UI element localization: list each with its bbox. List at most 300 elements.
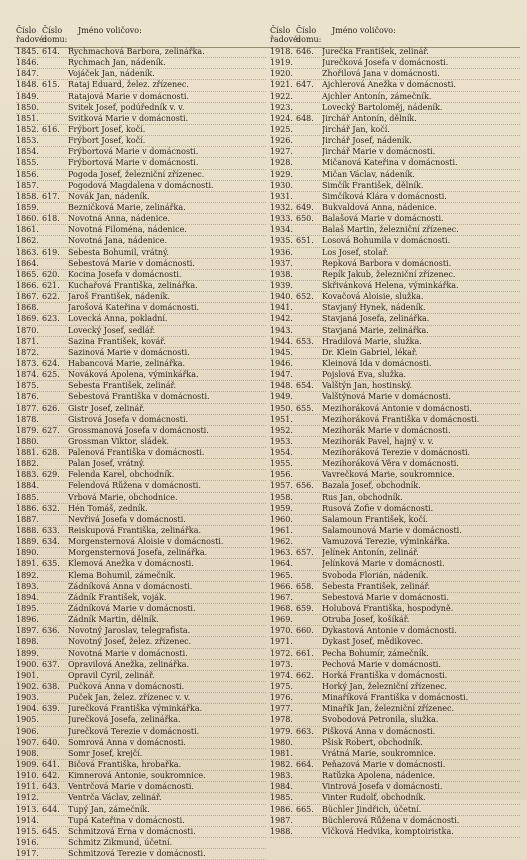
house-number: 654. [296,381,314,391]
house-number: 652. [296,292,314,302]
voter-name: Jaroš František, nádeník. [68,292,170,302]
voter-list-right [270,26,520,838]
voter-name: Schmitzová Terezie v domácnosti. [68,849,206,859]
voter-number: 1948. [270,381,293,391]
voter-number: 1876. [16,392,39,402]
voter-number: 1847. [16,69,39,79]
voter-number: 1945. [270,347,293,357]
header-jmeno: Jméno voličovo: [78,26,142,35]
voter-name: Frýbortová Marie v domácnosti. [68,147,199,157]
header-cislo-domu: Číslo domu: [296,26,322,44]
voter-number: 1873. [16,358,39,368]
house-number: 655. [296,403,314,413]
voter-row [16,504,266,515]
voter-number: 1903. [16,693,39,703]
voter-row [270,615,520,626]
voter-name: Jurečková Josefa v domácnosti. [322,58,449,68]
voter-number: 1973. [270,659,293,669]
voter-name: Salamoun František, kočí. [322,514,428,524]
house-number: 620. [42,269,60,279]
voter-name: Salamounová Marie v domácnosti. [322,526,462,536]
voter-row [270,225,520,236]
house-number: 632. [42,503,60,513]
voter-row [270,481,520,492]
voter-row [16,448,266,459]
voter-name: Pučková Anna v domácnosti. [68,682,185,692]
voter-row [270,337,520,348]
voter-name: Mezihoráková Terezie v domácnosti. [322,448,471,458]
voter-name: Vavrečková Marie, soukromnice. [322,470,455,480]
house-number: 625. [42,370,60,380]
house-number: 618. [42,214,60,224]
voter-row [16,303,266,314]
voter-row [270,125,520,136]
voter-name: Opravilová Anežka, zelinářka. [68,659,190,669]
voter-name: Mičanová Kateřina v domácnosti. [322,158,458,168]
voter-number: 1946. [270,358,293,368]
voter-row [16,816,266,827]
voter-number: 1872. [16,347,39,357]
voter-number: 1909. [16,760,39,769]
house-number: 622. [42,292,60,302]
voter-name: Rus Jan, obchodník. [322,492,403,502]
voter-row [270,314,520,325]
voter-row [16,114,266,125]
voter-row [16,793,266,804]
voter-name: Novotný Josef, želez. zřízenec. [68,637,192,647]
voter-row [16,526,266,537]
house-number: 621. [42,280,60,290]
voter-row [270,415,520,426]
voter-row [16,214,266,225]
voter-row [270,303,520,314]
voter-number: 1937. [270,258,293,268]
voter-number: 1927. [270,147,293,157]
voter-number: 1866. [16,280,39,290]
house-number: 617. [42,191,60,201]
voter-name: Kleinová Ida v domácnosti. [322,358,432,368]
voter-number: 1943. [270,325,293,335]
voter-name: Svitek Josef, podúředník v. v. [68,102,185,112]
column-header [270,26,520,47]
voter-number: 1855. [16,158,39,168]
house-number: 629. [42,470,60,480]
voter-row [270,292,520,303]
voter-name: Jirchář Jan, kočí. [322,124,390,134]
voter-name: Vinter Rudolf, obchodník. [322,793,426,803]
voter-number: 1981. [270,748,293,758]
voter-number: 1919. [270,58,293,68]
voter-row [16,415,266,426]
voter-number: 1925. [270,124,293,134]
voter-name: Vintrová Josefa v domácnosti. [322,782,443,792]
voter-row [270,504,520,515]
voter-name: Gistr Josef, zelinář. [68,403,145,413]
voter-name: Jurečková Terezie v domácnosti. [68,726,200,736]
house-number: 660. [296,626,314,636]
voter-name: Skřivánková Helena, výminkářka. [322,280,459,290]
header-cislo-radove: Číslo řadové: [270,26,301,44]
voter-name: Bezničková Marie, zelinářka. [68,202,186,212]
voter-row [16,760,266,771]
voter-name: Frýbortová Marie v domácnosti. [68,158,199,168]
voter-row [16,693,266,704]
voter-row [16,771,266,782]
voter-number: 1891. [16,559,39,569]
voter-row [270,827,520,838]
voter-number: 1911. [16,782,39,792]
voter-name: Horký Jan, železniční zřízenec. [322,682,448,692]
voter-name: Ratajová Marie v domácnosti. [68,91,189,101]
voter-row [270,192,520,203]
voter-name: Lovecká Anna, pokladní. [68,314,168,324]
voter-name: Šebestová Františka v domácnosti. [68,392,210,402]
voter-name: Řepková Barbora v domácnosti. [322,258,452,268]
voter-row [270,181,520,192]
voter-name: Ventrča Václav, zelinář. [68,793,162,803]
house-number: 661. [296,648,314,658]
voter-number: 1883. [16,470,39,480]
voter-number: 1926. [270,136,293,146]
voter-number: 1893. [16,581,39,591]
voter-name: Losová Bohumila v domácnosti. [322,236,451,246]
voter-number: 1971. [270,637,293,647]
voter-row [270,571,520,582]
voter-name: Stavjaná Josefa, zelinářka. [322,314,430,324]
header-cislo-domu: Číslo domu: [42,26,68,44]
voter-name: Ajchler Antonín, zámečník. [322,91,432,101]
house-number: 649. [296,202,314,212]
voter-number: 1869. [16,314,39,324]
voter-name: Pogodová Magdalena v domácnosti. [68,180,214,190]
voter-number: 1923. [270,102,293,112]
voter-name: Somr Josef, krejčí. [68,748,143,758]
voter-name: Jirchář Josef, nádeník. [322,136,412,146]
voter-name: Rataj Eduard, želez. zřízenec. [68,80,189,90]
voter-name: Jirchář Marie v domácnosti. [322,147,436,157]
voter-name: Šebestová Marie v domácnosti. [68,258,195,268]
voter-name: Hradilová Marie, služka. [322,336,422,346]
voter-number: 1960. [270,514,293,524]
voter-name: Novotná Anna, nádenice. [68,214,171,224]
voter-name: Büchler Jindřich, účetní. [322,804,422,814]
voter-name: Svoboda Florián, nádeník. [322,570,429,580]
voter-number: 1901. [16,670,39,680]
voter-number: 1865. [16,269,39,279]
voter-name: Žádníková Anna v domácnosti. [68,581,193,591]
voter-name: Mezihorák Pavel, hajný v. v. [322,436,434,446]
voter-row [16,671,266,682]
house-number: 645. [42,826,60,836]
voter-number: 1848. [16,80,39,90]
house-number: 628. [42,448,60,458]
voter-number: 1985. [270,793,293,803]
voter-number: 1888. [16,526,39,536]
house-number: 639. [42,704,60,714]
voter-name: Žádníková Marie v domácnosti. [68,604,196,614]
voter-name: Ratůzka Apolena, nádenice. [322,771,435,781]
house-number: 626. [42,403,60,413]
voter-name: Jelínková Marie v domácnosti. [322,559,445,569]
voter-row [16,649,266,660]
voter-row [270,671,520,682]
voter-name: Lovecký Bartoloměj, nádeník. [322,102,443,112]
voter-name: Morgensternová Josefa, zelinářka. [68,548,208,558]
voter-name: Mezihorák Marie v domácnosti. [322,425,451,435]
voter-number: 1918. [270,47,293,56]
voter-number: 1868. [16,303,39,313]
voter-number: 1867. [16,292,39,302]
voter-row [16,203,266,214]
voter-number: 1986. [270,804,293,814]
voter-number: 1976. [270,693,293,703]
voter-number: 1874. [16,370,39,380]
voter-name: Morgensternová Aloisie v domácnosti. [68,537,224,547]
voter-name: Jurečková Josefa, zelinářka. [68,715,181,725]
voter-row [270,693,520,704]
house-number: 643. [42,782,60,792]
house-number: 644. [42,804,60,814]
voter-row [270,626,520,637]
voter-number: 1905. [16,715,39,725]
voter-number: 1970. [270,626,293,636]
voter-row [270,760,520,771]
voter-row [16,181,266,192]
voter-number: 1910. [16,771,39,781]
voter-number: 1861. [16,225,39,235]
voter-number: 1951. [270,414,293,424]
voter-row [16,170,266,181]
voter-number: 1933. [270,214,293,224]
house-number: 651. [296,236,314,246]
voter-row [270,660,520,671]
voter-name: Svitková Marie v domácnosti. [68,113,189,123]
voter-number: 1942. [270,314,293,324]
voter-row [16,248,266,259]
voter-name: Gistrová Josefa v domácnosti. [68,414,189,424]
voter-number: 1852. [16,124,39,134]
voter-name: Novák Jan, nádeník. [68,191,150,201]
voter-number: 1974. [270,670,293,680]
voter-number: 1978. [270,715,293,725]
voter-name: Jurečková Františka výminkářka. [68,704,203,714]
voter-number: 1975. [270,682,293,692]
voter-name: Sazinová Marie v domácnosti. [68,347,190,357]
voter-number: 1916. [16,837,39,847]
voter-name: Šebesta František, zelinář. [68,381,177,391]
voter-name: Stavjaný Hynek, nádeník. [322,303,426,313]
voter-name: Stavjaná Marie, zelinářka. [322,325,429,335]
voter-number: 1887. [16,514,39,524]
voter-number: 1921. [270,80,293,90]
voter-row [16,782,266,793]
voter-list-left [16,26,266,860]
voter-number: 1892. [16,570,39,580]
voter-number: 1908. [16,748,39,758]
voter-number: 1965. [270,570,293,580]
voter-number: 1875. [16,381,39,391]
voter-row [270,715,520,726]
voter-row [270,437,520,448]
voter-number: 1959. [270,503,293,513]
house-number: 664. [296,760,314,769]
voter-row [270,203,520,214]
voter-row [270,270,520,281]
voter-number: 1930. [270,180,293,190]
voter-name: Felenda Karel, obchodník. [68,470,175,480]
voter-number: 1871. [16,336,39,346]
house-number: 659. [296,604,314,614]
voter-name: Felendová Růžena v domácnosti. [68,481,201,491]
voter-row [270,58,520,69]
voter-number: 1862. [16,236,39,246]
voter-row [16,637,266,648]
house-number: 646. [296,47,314,56]
voter-row [16,281,266,292]
voter-name: Novotný Jaroslav, telegrafista. [68,626,191,636]
house-number: 614. [42,47,60,56]
voter-name: Řepík Jakub, železniční zřízenec. [322,269,456,279]
voter-row [270,771,520,782]
voter-row [270,816,520,827]
voter-row [270,426,520,437]
voter-name: Šebestová Marie v domácnosti. [322,592,449,602]
voter-number: 1949. [270,392,293,402]
voter-number: 1938. [270,269,293,279]
voter-name: Sazina František, kovář. [68,336,166,346]
voter-name: Bukvaldová Anna, nádenice. [322,202,437,212]
voter-number: 1983. [270,771,293,781]
voter-row [270,582,520,593]
voter-row [16,481,266,492]
voter-row [16,559,266,570]
voter-number: 1947. [270,370,293,380]
voter-rows [16,47,266,860]
voter-number: 1932. [270,202,293,212]
voter-name: Pecha Bohumír, zámečník. [322,648,429,658]
voter-number: 1890. [16,548,39,558]
house-number: 636. [42,626,60,636]
voter-name: Kimnerová Antonie, soukromnice. [68,771,206,781]
voter-row [16,704,266,715]
header-jmeno: Jméno voličovo: [332,26,396,35]
voter-row [270,749,520,760]
voter-number: 1906. [16,726,39,736]
voter-number: 1979. [270,726,293,736]
voter-number: 1914. [16,815,39,825]
voter-row [270,537,520,548]
voter-row [270,92,520,103]
voter-row [270,738,520,749]
voter-number: 1924. [270,113,293,123]
house-number: 658. [296,581,314,591]
voter-number: 1858. [16,191,39,201]
voter-row [16,80,266,91]
house-number: 637. [42,659,60,669]
house-number: 640. [42,737,60,747]
voter-name: Mezihoráková Antonie v domácnosti. [322,403,472,413]
voter-number: 1961. [270,526,293,536]
voter-number: 1902. [16,682,39,692]
voter-name: Schmitzová Erna v domácnosti. [68,826,196,836]
voter-row [16,593,266,604]
voter-rows [270,47,520,838]
voter-number: 1963. [270,548,293,558]
voter-row [16,225,266,236]
voter-number: 1934. [270,225,293,235]
voter-name: Nováková Apolena, výminkářka. [68,370,199,380]
voter-name: Šebesta Bohumil, vrátný. [68,247,169,257]
house-number: 662. [296,670,314,680]
voter-row [270,404,520,415]
voter-number: 1953. [270,436,293,446]
voter-number: 1878. [16,414,39,424]
voter-row [270,170,520,181]
voter-number: 1922. [270,91,293,101]
voter-name: Novotná Marie v domácnosti. [68,648,188,658]
voter-number: 1929. [270,169,293,179]
voter-name: Svobodová Petronila, služka. [322,715,439,725]
voter-row [270,248,520,259]
voter-name: Dykastová Antonie v domácnosti. [322,626,457,636]
voter-name: Puček Jan, želez. zřízenec v. v. [68,693,191,703]
house-number: 647. [296,80,314,90]
voter-row [270,281,520,292]
voter-name: Büchlerová Růžena v domácnosti. [322,815,460,825]
voter-row [270,370,520,381]
voter-number: 1851. [16,113,39,123]
voter-number: 1941. [270,303,293,313]
house-number: 633. [42,526,60,536]
voter-name: Nevřivá Josefa v domácnosti. [68,514,186,524]
voter-name: Bazala Josef, obchodník. [322,481,421,491]
voter-row [16,459,266,470]
voter-name: Vrátná Marie, soukromnice. [322,748,436,758]
voter-name: Kuchařová Františka, zelinářka. [68,280,198,290]
voter-number: 1845. [16,47,39,56]
voter-number: 1968. [270,604,293,614]
voter-number: 1980. [270,737,293,747]
voter-row [270,493,520,504]
voter-row [16,404,266,415]
voter-number: 1899. [16,648,39,658]
voter-name: Jarošová Kateřina v domácnosti. [68,303,200,313]
voter-name: Horká Františka v domácnosti. [322,670,448,680]
voter-row [16,103,266,114]
voter-number: 1962. [270,537,293,547]
voter-number: 1879. [16,425,39,435]
voter-row [270,649,520,660]
voter-name: Reiskupová Františka, zelinářka. [68,526,202,536]
voter-row [16,147,266,158]
voter-number: 1881. [16,448,39,458]
voter-number: 1957. [270,481,293,491]
voter-row [16,337,266,348]
house-number: 619. [42,247,60,257]
voter-name: Pogoda Josef, železniční zřízenec. [68,169,205,179]
voter-name: Jirchář Antonín, dělník. [322,113,417,123]
voter-row [16,727,266,738]
house-number: 653. [296,336,314,346]
voter-row [270,805,520,816]
voter-name: Vojáček Jan, nádeník. [68,69,155,79]
voter-number: 1853. [16,136,39,146]
voter-name: Palenová Františka v domácnosti. [68,448,205,458]
voter-row [270,515,520,526]
voter-row [16,470,266,481]
voter-row [270,259,520,270]
voter-row [270,214,520,225]
